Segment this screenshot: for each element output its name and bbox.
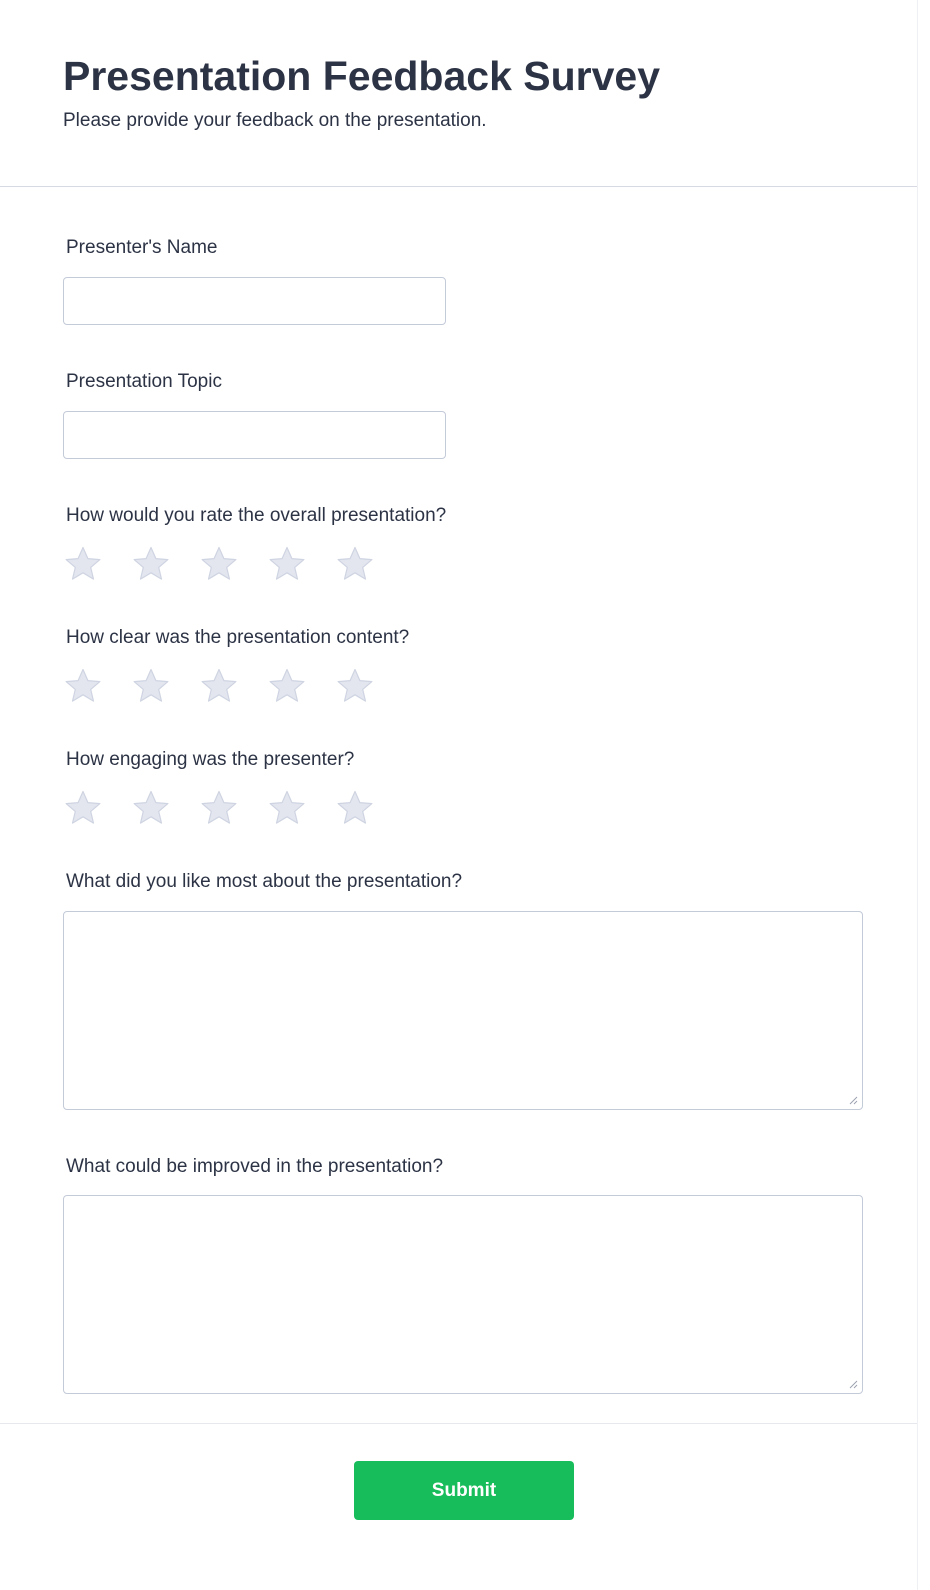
overall-rating-stars: [63, 544, 383, 584]
liked-most-label: What did you like most about the presentation?: [66, 871, 463, 892]
overall-rating-label: How would you rate the overall presentation?: [66, 505, 447, 526]
submit-button[interactable]: Submit: [354, 1461, 574, 1520]
star-icon[interactable]: [335, 666, 375, 706]
star-icon[interactable]: [267, 544, 307, 584]
form-subtitle: Please provide your feedback on the presentation.: [63, 110, 487, 131]
star-icon[interactable]: [63, 666, 103, 706]
liked-most-field: [63, 911, 863, 1110]
star-icon[interactable]: [267, 788, 307, 828]
presentation-topic-input[interactable]: [63, 411, 446, 459]
star-icon[interactable]: [199, 544, 239, 584]
clarity-rating-stars: [63, 666, 383, 706]
engagement-rating-stars: [63, 788, 383, 828]
improvements-field: [63, 1195, 863, 1394]
star-icon[interactable]: [63, 544, 103, 584]
star-icon[interactable]: [335, 788, 375, 828]
star-icon[interactable]: [63, 788, 103, 828]
star-icon[interactable]: [267, 666, 307, 706]
star-icon[interactable]: [131, 788, 171, 828]
presenter-name-input[interactable]: [63, 277, 446, 325]
footer-divider: [0, 1423, 917, 1424]
star-icon[interactable]: [131, 666, 171, 706]
improvements-textarea[interactable]: [63, 1195, 863, 1394]
engagement-rating-label: How engaging was the presenter?: [66, 749, 355, 770]
star-icon[interactable]: [335, 544, 375, 584]
star-icon[interactable]: [131, 544, 171, 584]
star-icon[interactable]: [199, 666, 239, 706]
clarity-rating-label: How clear was the presentation content?: [66, 627, 410, 648]
presenter-name-label: Presenter's Name: [66, 237, 218, 258]
resize-grip-icon[interactable]: [848, 1095, 858, 1105]
resize-grip-icon[interactable]: [848, 1379, 858, 1389]
star-icon[interactable]: [199, 788, 239, 828]
improvements-label: What could be improved in the presentation?: [66, 1156, 444, 1177]
form-title: Presentation Feedback Survey: [63, 53, 661, 99]
liked-most-textarea[interactable]: [63, 911, 863, 1110]
form-header: [0, 0, 917, 187]
presentation-topic-label: Presentation Topic: [66, 371, 222, 392]
